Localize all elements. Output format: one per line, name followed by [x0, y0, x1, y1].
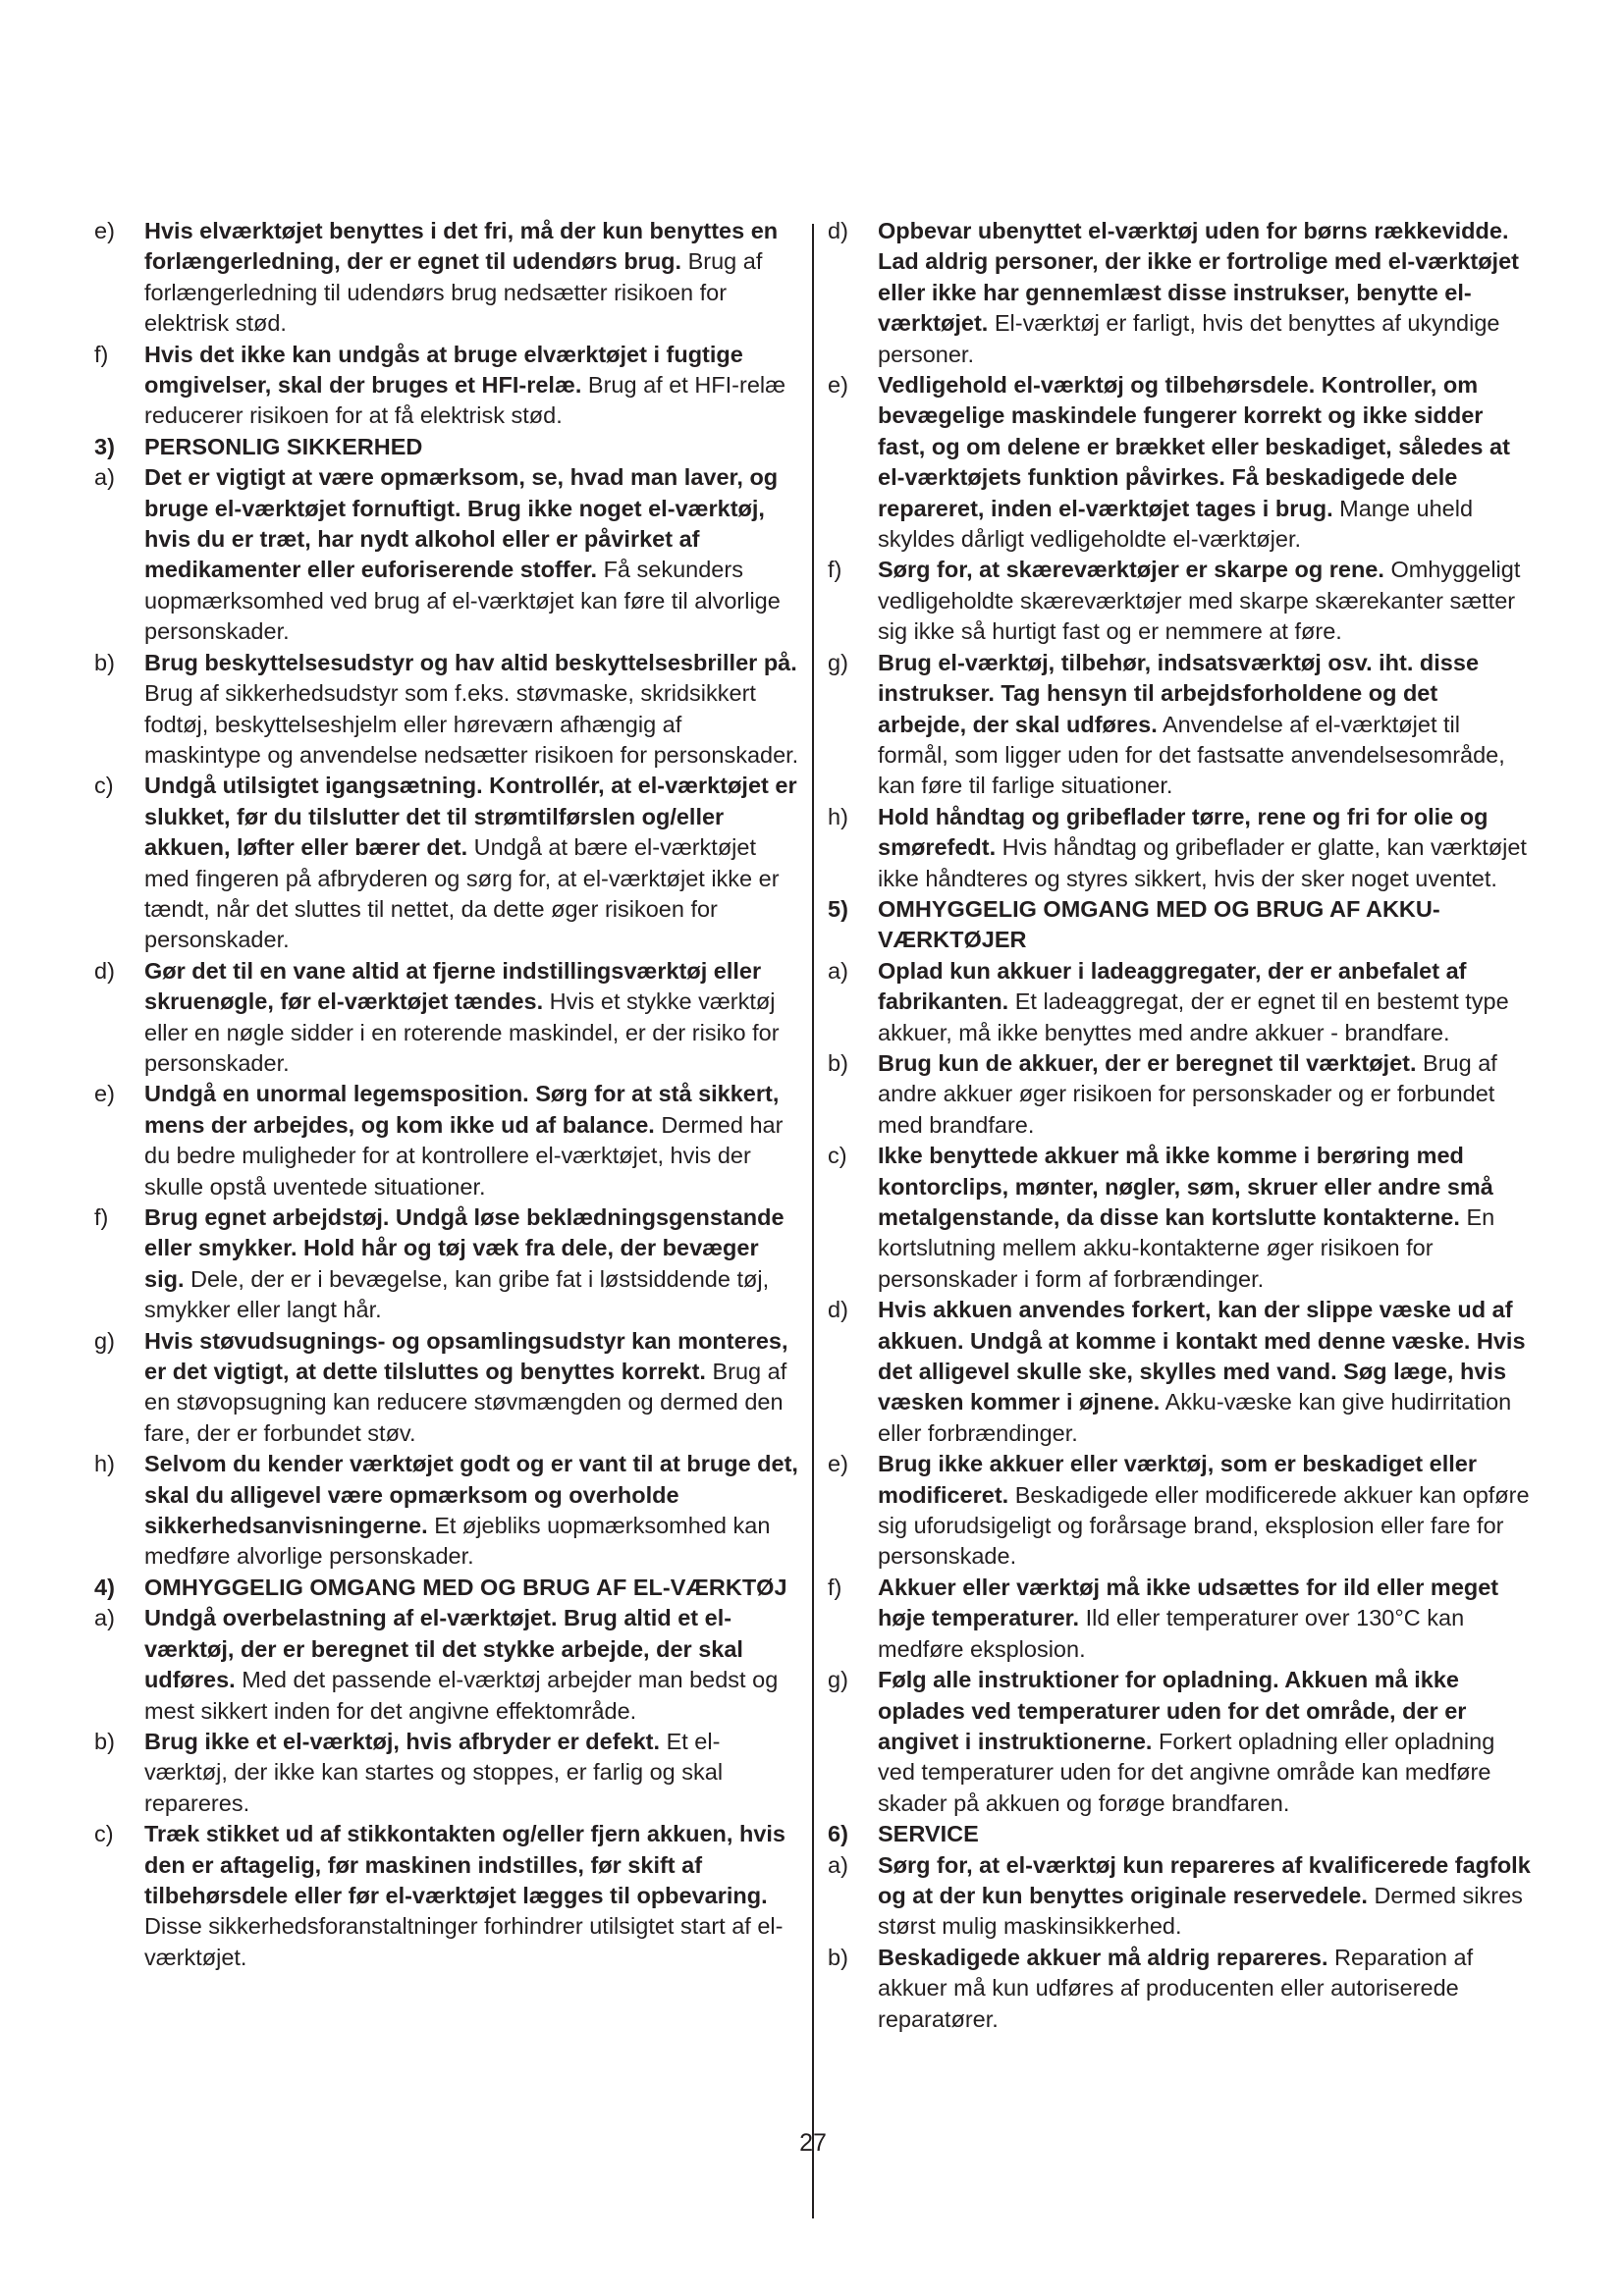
- item-label: 5): [828, 895, 848, 922]
- item-normal-text: Forkert opladning eller opladning ved temperaturer uden for det angivne område kan medføre skader på akkuen og forøge brandfaren.: [878, 1728, 1495, 1816]
- item-label: f): [828, 1574, 842, 1600]
- page-number: 27: [799, 2129, 827, 2157]
- instruction-item: [828, 1665, 1531, 1819]
- section-heading: [94, 432, 801, 462]
- item-text: [878, 648, 1531, 802]
- section-heading: [828, 1819, 1531, 1849]
- item-bold-text: Ikke benyttede akkuer må ikke komme i berøring med kontorclips, mønter, nøgler, søm, skruer eller andre små metalgenstande, da disse kan kortslutte kontakterne.: [878, 1143, 1493, 1230]
- instruction-item: [94, 1079, 801, 1202]
- section-title: SERVICE: [878, 1821, 979, 1847]
- item-bold-text: Akkuer eller værktøj må ikke udsættes for ild eller meget høje temperaturer.: [878, 1574, 1499, 1631]
- item-label: 3): [94, 433, 115, 459]
- instruction-item: [828, 956, 1531, 1048]
- item-normal-text: Beskadigede eller modificerede akkuer kan opføre sig uforudsigeligt og forårsage brand, eksplosion eller fare for personskade.: [878, 1481, 1530, 1570]
- item-label: g): [828, 649, 848, 675]
- instruction-item: [94, 462, 801, 647]
- item-normal-text: Et el-værktøj, der ikke kan startes og stoppes, er farlig og skal repareres.: [144, 1728, 724, 1816]
- item-bold-text: Hold håndtag og gribeflader tørre, rene og fri for olie og smørefedt.: [878, 803, 1489, 861]
- item-text: [144, 648, 801, 772]
- item-bold-text: Hvis det ikke kan undgås at bruge elværktøjet i fugtige omgivelser, skal der bruges et HFI-relæ.: [144, 341, 743, 399]
- item-bold-text: Brug el-værktøj, tilbehør, indsatsværktøj osv. iht. disse instrukser. Tag hensyn til arbejdsforholdene og det arbejde, der skal udføres.: [878, 649, 1480, 737]
- item-text: [878, 1141, 1531, 1295]
- item-normal-text: Et ladeaggregat, der er egnet til en bestemt type akkuer, må ikke benyttes med andre akkuer - brandfare.: [878, 988, 1509, 1045]
- item-text: [144, 1202, 801, 1326]
- item-label: e): [828, 372, 848, 399]
- item-normal-text: Anvendelse af el-værktøjet til formål, som ligger uden for det fastsatte anvendelsesområde, kan føre til farlige situationer.: [878, 711, 1505, 799]
- item-bold-text: Følg alle instruktioner for opladning. Akkuen må ikke oplades ved temperaturer uden for det område, der er angivet i instruktionerne.: [878, 1667, 1467, 1754]
- item-bold-text: Selvom du kender værktøjet godt og er vant til at bruge det, skal du alligevel være opmærksom og overholde sikkerhedsanvisningerne.: [144, 1451, 798, 1539]
- section-title: OMHYGGELIG OMGANG MED OG BRUG AF EL-VÆRKTØJ: [144, 1574, 787, 1600]
- item-label: f): [94, 1204, 109, 1230]
- item-label: c): [828, 1143, 847, 1169]
- item-text: [144, 1449, 801, 1573]
- section-heading: [94, 1573, 801, 1603]
- item-bold-text: Hvis støvudsugnings- og opsamlingsudstyr kan monteres, er det vigtigt, at dette tilsluttes og benyttes korrekt.: [144, 1327, 788, 1385]
- instruction-item: [828, 802, 1531, 894]
- item-text: [144, 956, 801, 1080]
- item-text: [878, 1295, 1531, 1449]
- instruction-item: [94, 340, 801, 432]
- item-normal-text: Hvis et stykke værktøj eller en nøgle sidder i en roterende maskindel, er der risiko for personskader.: [144, 988, 780, 1076]
- item-normal-text: Brug af en støvopsugning kan reducere støvmængden og dermed den fare, der er forbundet støv.: [144, 1359, 787, 1446]
- item-text: [878, 1573, 1531, 1665]
- item-label: d): [94, 957, 115, 984]
- instruction-item: [94, 1202, 801, 1326]
- item-label: e): [94, 218, 115, 243]
- item-bold-text: Hvis elværktøjet benyttes i det fri, må der kun benyttes en forlængerledning, der er egnet til udendørs brug.: [144, 218, 779, 275]
- item-text: [144, 771, 801, 955]
- item-normal-text: Mange uheld skyldes dårligt vedligeholdte el-værktøjer.: [878, 495, 1474, 553]
- item-normal-text: Brug af et HFI-relæ reducerer risikoen for at få elektrisk stød.: [144, 372, 786, 429]
- instruction-item: [828, 1850, 1531, 1943]
- item-text: [878, 1048, 1531, 1141]
- item-normal-text: Omhyggeligt vedligeholdte skæreværktøjer med skarpe skærekanter sætter sig ikke så hurtigt fast og er nemmere at føre.: [878, 557, 1521, 645]
- item-text: [878, 555, 1531, 647]
- item-bold-text: Brug ikke akkuer eller værktøj, som er beskadiget eller modificeret.: [878, 1451, 1477, 1508]
- item-label: g): [94, 1327, 115, 1354]
- item-text: [144, 1727, 801, 1819]
- instruction-item: [828, 648, 1531, 802]
- instruction-item: [828, 1573, 1531, 1665]
- instruction-item: [828, 1295, 1531, 1449]
- item-normal-text: Ild eller temperaturer over 130°C kan medføre eksplosion.: [878, 1605, 1465, 1662]
- instruction-item: [828, 1141, 1531, 1295]
- item-label: f): [94, 341, 109, 367]
- item-label: e): [828, 1451, 848, 1477]
- item-label: d): [828, 218, 848, 243]
- item-bold-text: Gør det til en vane altid at fjerne indstillingsværktøj eller skruenøgle, før el-værktøjet tændes.: [144, 957, 762, 1015]
- section-title: OMHYGGELIG OMGANG MED OG BRUG AF AKKU-VÆRKTØJER: [878, 895, 1440, 953]
- item-normal-text: Brug af andre akkuer øger risikoen for personskader og er forbundet med brandfare.: [878, 1049, 1497, 1138]
- section-title: PERSONLIG SIKKERHED: [144, 433, 423, 459]
- instruction-item: [94, 1603, 801, 1727]
- item-bold-text: Hvis akkuen anvendes forkert, kan der slippe væske ud af akkuen. Undgå at komme i kontakt med denne væske. Hvis det alligevel skulle ske, skylles med vand. Søg læge, hvis væsken kommer i øjnene.: [878, 1297, 1526, 1415]
- item-bold-text: Brug kun de akkuer, der er beregnet til værktøjet.: [878, 1049, 1417, 1076]
- item-label: 6): [828, 1821, 848, 1847]
- item-text: [878, 1665, 1531, 1819]
- item-label: f): [828, 557, 842, 583]
- item-bold-text: Det er vigtigt at være opmærksom, se, hvad man laver, og bruge el-værktøjet fornuftigt. Brug ikke noget el-værktøj, hvis du er træt, har nydt alkohol eller er påvirket af medikamenter eller euforiserende stoffer.: [144, 464, 779, 583]
- item-bold-text: Brug beskyttelsesudstyr og hav altid beskyttelsesbriller på.: [144, 649, 797, 675]
- item-bold-text: Beskadigede akkuer må aldrig repareres.: [878, 1944, 1328, 1970]
- instruction-item: [94, 1449, 801, 1573]
- item-label: h): [828, 803, 848, 829]
- item-text: [144, 340, 801, 432]
- item-label: c): [94, 1821, 114, 1847]
- instruction-item: [94, 771, 801, 955]
- item-bold-text: Sørg for, at el-værktøj kun repareres af kvalificerede fagfolk og at der kun benyttes originale reservedele.: [878, 1851, 1531, 1908]
- item-text: [144, 1603, 801, 1727]
- instruction-item: [828, 1449, 1531, 1573]
- item-normal-text: Dermed har du bedre muligheder for at kontrollere el-værktøjet, hvis der skulle opstå uventede situationer.: [144, 1111, 784, 1200]
- item-label: a): [94, 1605, 115, 1631]
- instruction-item: [94, 1819, 801, 1973]
- item-text: [144, 1326, 801, 1450]
- item-text: [878, 802, 1531, 894]
- column-divider: [812, 224, 814, 2218]
- instruction-item: [828, 555, 1531, 647]
- item-normal-text: Dermed sikres størst mulig maskinsikkerhed.: [878, 1882, 1523, 1940]
- item-bold-text: Sørg for, at skæreværktøjer er skarpe og rene.: [878, 557, 1384, 583]
- item-label: d): [828, 1297, 848, 1323]
- instruction-item: [94, 956, 801, 1080]
- instruction-item: [828, 370, 1531, 555]
- item-label: g): [828, 1667, 848, 1693]
- item-normal-text: Med det passende el-værktøj arbejder man bedst og mest sikkert inden for det angivne effektområde.: [144, 1667, 779, 1724]
- item-label: a): [828, 957, 848, 984]
- item-text: [144, 216, 801, 340]
- left-column: [94, 216, 801, 1973]
- item-normal-text: El-værktøj er farligt, hvis det benyttes af ukyndige personer.: [878, 310, 1500, 367]
- item-label: c): [94, 773, 114, 799]
- item-label: a): [828, 1851, 848, 1878]
- item-text: [878, 370, 1531, 555]
- item-text: [144, 1819, 801, 1973]
- item-normal-text: Brug af forlængerledning til udendørs brug nedsætter risikoen for elektrisk stød.: [144, 248, 763, 337]
- item-bold-text: Undgå overbelastning af el-værktøjet. Brug altid et el-værktøj, der er beregnet til det stykke arbejde, der skal udføres.: [144, 1605, 743, 1693]
- item-label: a): [94, 464, 115, 491]
- item-bold-text: Brug ikke et el-værktøj, hvis afbryder er defekt.: [144, 1728, 661, 1754]
- item-bold-text: Oplad kun akkuer i ladeaggregater, der er anbefalet af fabrikanten.: [878, 957, 1467, 1015]
- instruction-item: [94, 1727, 801, 1819]
- item-label: b): [828, 1049, 848, 1076]
- item-label: b): [94, 649, 115, 675]
- item-normal-text: Få sekunders uopmærksomhed ved brug af el-værktøjet kan føre til alvorlige personskader.: [144, 557, 781, 645]
- item-text: [878, 1943, 1531, 2035]
- item-text: [144, 462, 801, 647]
- item-text: [878, 1850, 1531, 1943]
- item-bold-text: Brug egnet arbejdstøj. Undgå løse beklædningsgenstande eller smykker. Hold hår og tøj væk fra dele, der bevæger sig.: [144, 1204, 785, 1292]
- section-heading: [828, 894, 1531, 956]
- item-label: b): [94, 1728, 115, 1754]
- item-normal-text: Hvis håndtag og gribeflader er glatte, kan værktøjet ikke håndteres og styres sikkert, hvis der sker noget uventet.: [878, 834, 1527, 891]
- instruction-item: [94, 1326, 801, 1450]
- item-normal-text: Dele, der er i bevægelse, kan gribe fat i løstsiddende tøj, smykker eller langt hår.: [144, 1265, 770, 1323]
- item-normal-text: Disse sikkerhedsforanstaltninger forhindrer utilsigtet start af el-værktøjet.: [144, 1913, 784, 1970]
- item-label: e): [94, 1081, 115, 1107]
- item-bold-text: Undgå en unormal legemsposition. Sørg for at stå sikkert, mens der arbejdes, og kom ikke ud af balance.: [144, 1081, 780, 1138]
- item-label: 4): [94, 1574, 115, 1600]
- right-column: [828, 216, 1531, 2035]
- instruction-item: [828, 1943, 1531, 2035]
- item-label: h): [94, 1451, 115, 1477]
- item-text: [878, 216, 1531, 370]
- item-bold-text: Træk stikket ud af stikkontakten og/eller fjern akkuen, hvis den er aftagelig, før maskinen indstilles, før skift af tilbehørsdele eller før el-værktøjet lægges til opbevaring.: [144, 1821, 785, 1908]
- item-label: b): [828, 1944, 848, 1970]
- item-normal-text: En kortslutning mellem akku-kontakterne øger risikoen for personskader i form af forbrændinger.: [878, 1204, 1495, 1292]
- instruction-item: [828, 1048, 1531, 1141]
- item-text: [878, 956, 1531, 1048]
- item-normal-text: Undgå at bære el-værktøjet med fingeren på afbryderen og sørg for, at el-værktøjet ikke er tændt, når det sluttes til nettet, da dette øger risikoen for personskader.: [144, 834, 780, 953]
- item-text: [878, 1449, 1531, 1573]
- item-bold-text: Vedligehold el-værktøj og tilbehørsdele. Kontroller, om bevægelige maskindele fungerer korrekt og ikke sidder fast, og om delene er brækket eller beskadiget, således at el-værktøjets funktion påvirkes. Få beskadigede dele repareret, inden el-værktøjet tages i brug.: [878, 372, 1510, 521]
- instruction-item: [94, 216, 801, 340]
- item-normal-text: Et øjebliks uopmærksomhed kan medføre alvorlige personskader.: [144, 1513, 771, 1570]
- item-normal-text: Reparation af akkuer må kun udføres af producenten eller autoriserede reparatører.: [878, 1944, 1474, 2032]
- item-text: [144, 1079, 801, 1202]
- item-bold-text: Undgå utilsigtet igangsætning. Kontrollér, at el-værktøjet er slukket, før du tilslutter det til strømtilførslen og/eller akkuen, løfter eller bærer det.: [144, 773, 797, 861]
- item-bold-text: Opbevar ubenyttet el-værktøj uden for børns rækkevidde. Lad aldrig personer, der ikke er fortrolige med el-værktøjet eller ikke har gennemlæst disse instrukser, benytte el-værktøjet.: [878, 218, 1519, 337]
- item-normal-text: Brug af sikkerhedsudstyr som f.eks. støvmaske, skridsikkert fodtøj, beskyttelseshjelm eller høreværn afhængig af maskintype og anvendelse nedsætter risikoen for personskader.: [144, 680, 799, 768]
- item-normal-text: Akku-væske kan give hudirritation eller forbrændinger.: [878, 1389, 1512, 1446]
- instruction-item: [94, 648, 801, 772]
- instruction-item: [828, 216, 1531, 370]
